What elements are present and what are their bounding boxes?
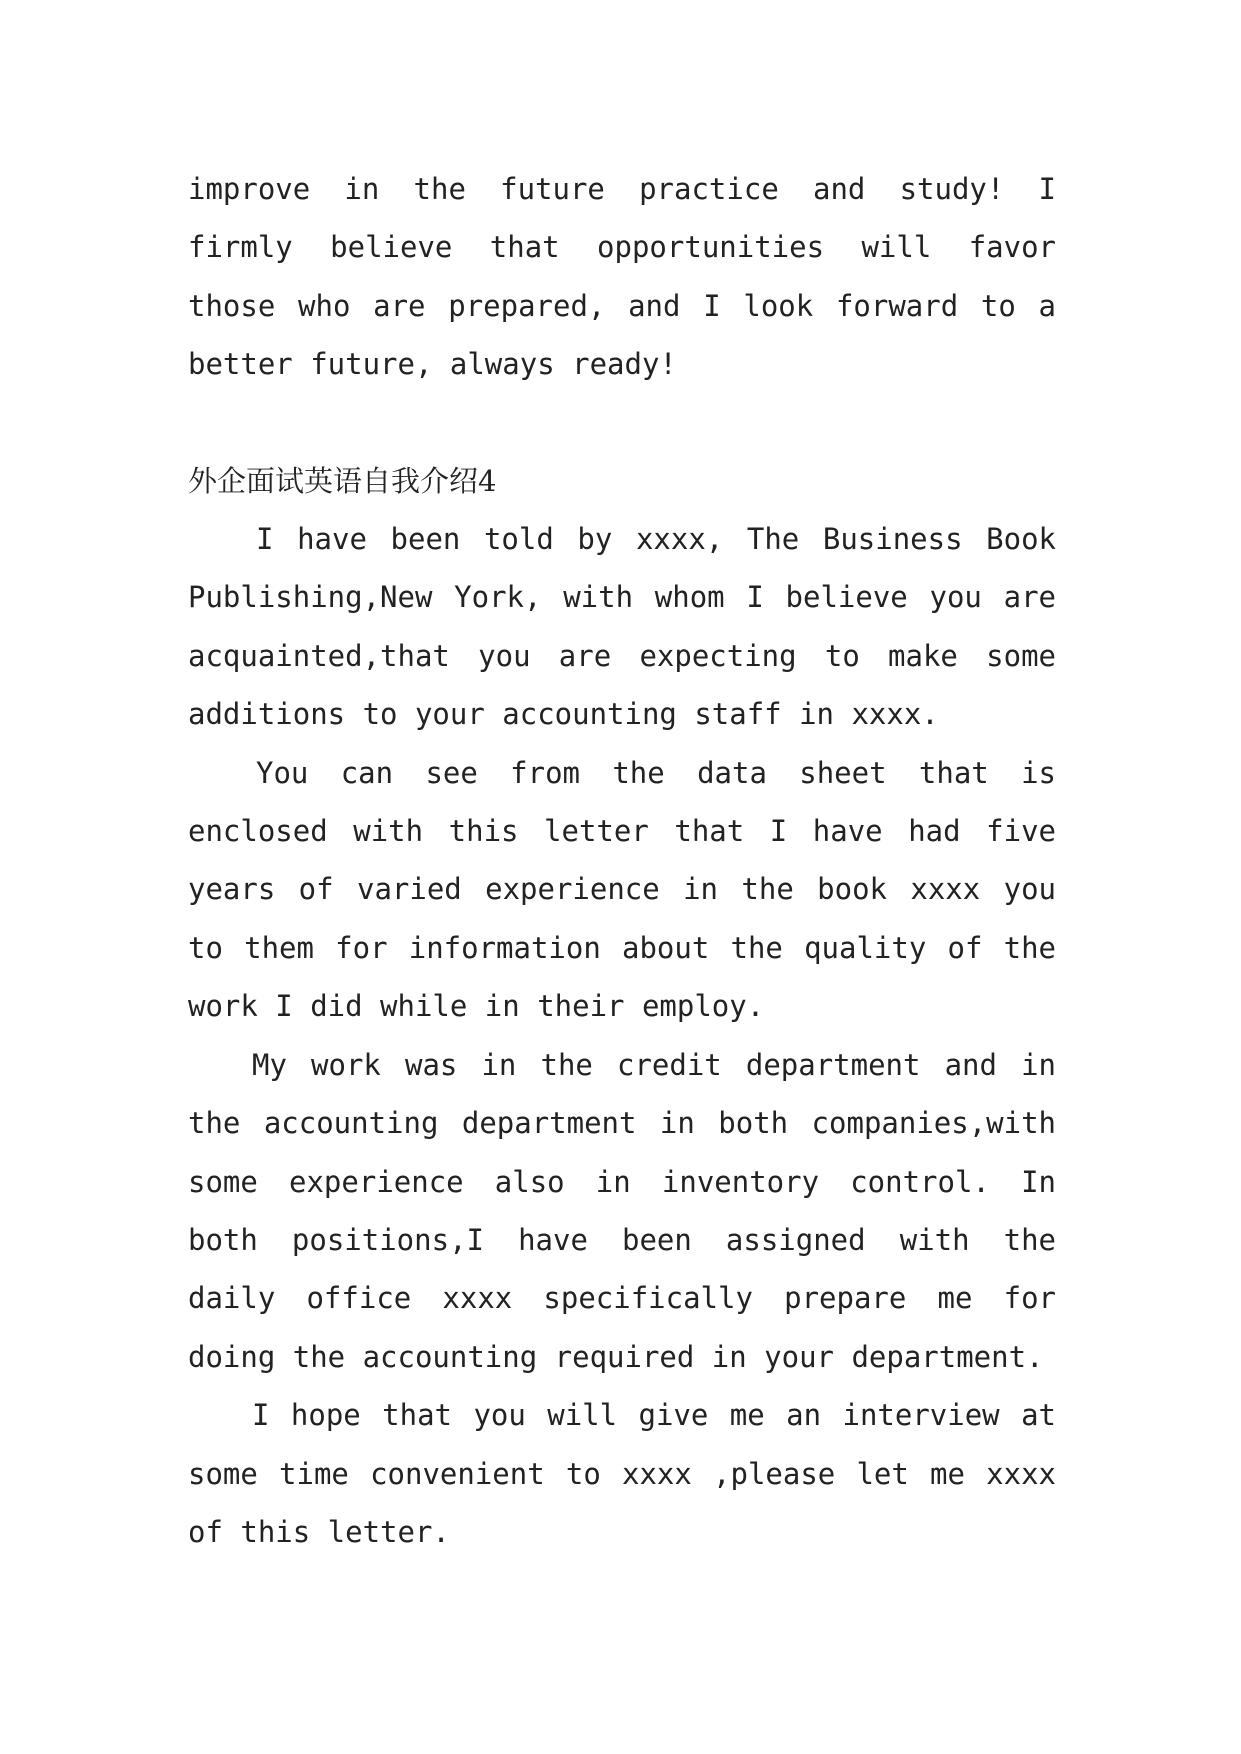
document-body xyxy=(188,160,1056,1561)
body-paragraph-1: I have been told by xxxx, The Business Book Publishing,New York, with whom I believe you are acquainted,that you are expecting to make some additions to your accounting staff in xxxx. xyxy=(188,522,1056,732)
body-paragraph-3: My work was in the credit department and in the accounting department in both companies,with some experience also in inventory control. In both positions,I have been assigned with the daily office xxxx specifically prepare me for doing the accounting required in your department. xyxy=(188,1047,1056,1374)
intro-paragraph: improve in the future practice and study! I firmly believe that opportunities will favor those who are prepared, and I look forward to a better future, always ready! xyxy=(188,172,1056,382)
body-paragraph-2: You can see from the data sheet that is enclosed with this letter that I have had five years of varied experience in the book xxxx you to them for information about the quality of the work I did while in their employ. xyxy=(188,755,1056,1024)
section-heading: 外企面试英语自我介绍4 xyxy=(188,463,497,498)
body-paragraph-4: I hope that you will give me an interview at some time convenient to xxxx ,please let me xxxx of this letter. xyxy=(188,1398,1056,1549)
